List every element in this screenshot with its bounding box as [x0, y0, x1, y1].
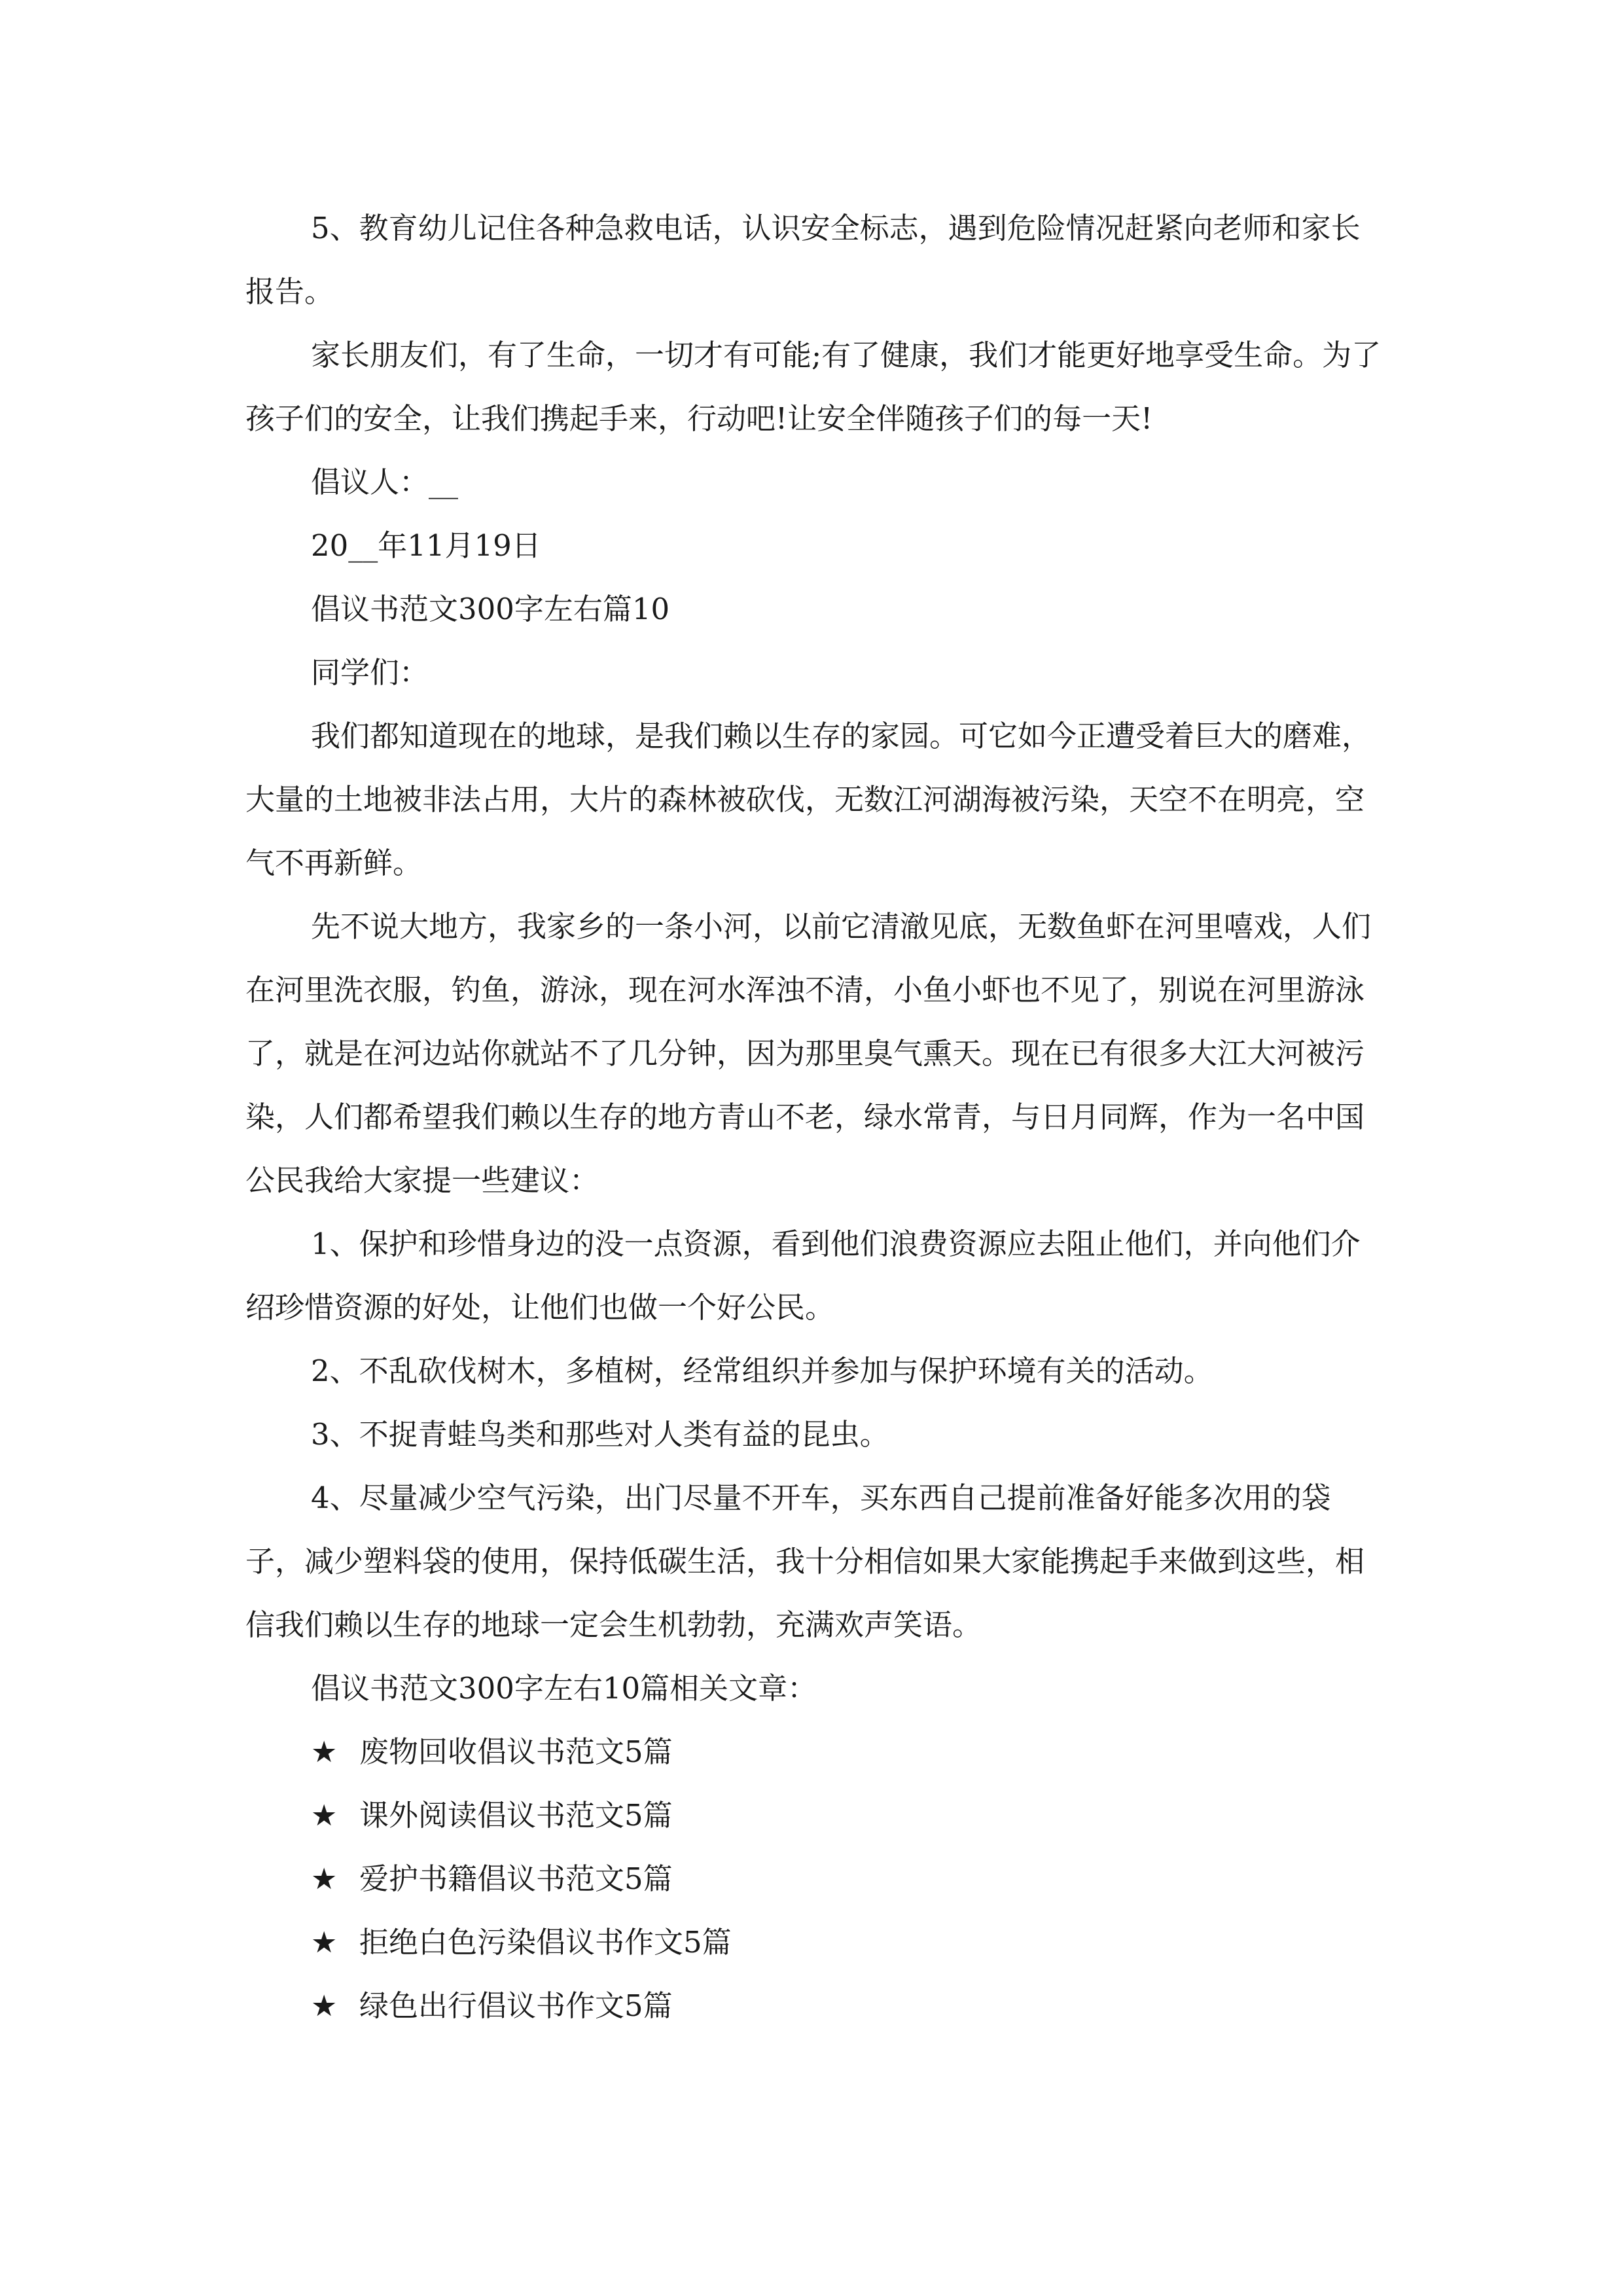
related-article-item[interactable]	[245, 1974, 1384, 2037]
suggestion-1: 1、保护和珍惜身边的没一点资源，看到他们浪费资源应去阻止他们，并向他们介绍珍惜资源的好处，让他们也做一个好公民。	[245, 1227, 1361, 1325]
document-body	[245, 196, 1384, 2037]
suggestion-4: 4、尽量减少空气污染，出门尽量不开车，买东西自己提前准备好能多次用的袋子，减少塑料袋的使用，保持低碳生活，我十分相信如果大家能携起手来做到这些，相信我们赖以生存的地球一定会生机勃勃，充满欢声笑语。	[245, 1480, 1365, 1642]
paragraph-parents-appeal: 家长朋友们，有了生命，一切才有可能;有了健康，我们才能更好地享受生命。为了孩子们的安全，让我们携起手来，行动吧!让安全伴随孩子们的每一天!	[245, 338, 1382, 436]
suggestion-2: 2、不乱砍伐树木，多植树，经常组织并参加与保护环境有关的活动。	[311, 1354, 1213, 1388]
related-article-link[interactable]: 课外阅读倡议书范文5篇	[359, 1798, 673, 1833]
related-article-item[interactable]	[245, 1784, 1384, 1847]
signature-proposer: 倡议人：__	[311, 465, 459, 499]
related-article-item[interactable]	[245, 1720, 1384, 1784]
related-article-link[interactable]: 废物回收倡议书范文5篇	[359, 1734, 673, 1769]
related-article-link[interactable]: 绿色出行倡议书作文5篇	[359, 1988, 673, 2023]
salutation: 同学们：	[311, 655, 429, 690]
related-article-item[interactable]	[245, 1847, 1384, 1910]
star-icon: ★	[311, 1734, 338, 1769]
star-icon: ★	[311, 1988, 338, 2023]
star-icon: ★	[311, 1925, 338, 1960]
paragraph-safety-item-5: 5、教育幼儿记住各种急救电话，认识安全标志，遇到危险情况赶紧向老师和家长报告。	[245, 211, 1361, 309]
suggestion-3: 3、不捉青蛙鸟类和那些对人类有益的昆虫。	[311, 1417, 889, 1452]
related-articles-heading: 倡议书范文300字左右10篇相关文章：	[311, 1671, 817, 1706]
related-article-link[interactable]: 拒绝白色污染倡议书作文5篇	[359, 1925, 732, 1960]
paragraph-hometown-river: 先不说大地方，我家乡的一条小河，以前它清澈见底，无数鱼虾在河里嘻戏，人们在河里洗衣服，钓鱼，游泳，现在河水浑浊不清，小鱼小虾也不见了，别说在河里游泳了，就是在河边站你就站不了几分钟，因为那里臭气熏天。现在已有很多大江大河被污染，人们都希望我们赖以生存的地方青山不老，绿水常青，与日月同辉，作为一名中国公民我给大家提一些建议：	[245, 909, 1372, 1198]
star-icon: ★	[311, 1861, 338, 1896]
paragraph-earth-intro: 我们都知道现在的地球，是我们赖以生存的家园。可它如今正遭受着巨大的磨难，大量的土地被非法占用，大片的森林被砍伐，无数江河湖海被污染，天空不在明亮，空气不再新鲜。	[245, 719, 1372, 880]
signature-date: 20__年11月19日	[311, 528, 541, 563]
related-article-link[interactable]: 爱护书籍倡议书范文5篇	[359, 1861, 673, 1896]
section-title: 倡议书范文300字左右篇10	[311, 592, 670, 626]
star-icon: ★	[311, 1798, 338, 1833]
related-article-item[interactable]	[245, 1910, 1384, 1974]
